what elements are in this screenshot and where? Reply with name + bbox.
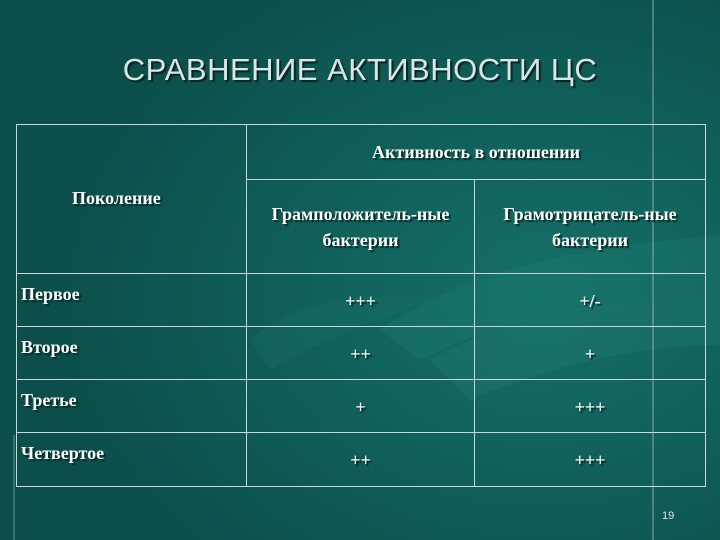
gram-negative-header: Грамотрицатель-ные бактерии: [475, 180, 706, 274]
activity-header: Активность в отношении: [247, 125, 706, 180]
generation-cell: Второе: [17, 327, 247, 380]
table-row: [17, 274, 706, 327]
gram-positive-cell: +++: [247, 274, 475, 327]
gram-negative-cell: +++: [475, 380, 706, 433]
comparison-table: [16, 124, 706, 487]
generation-cell: Четвертое: [17, 433, 247, 487]
gram-positive-cell: ++: [247, 327, 475, 380]
slide-title: СРАВНЕНИЕ АКТИВНОСТИ ЦС: [122, 52, 598, 87]
table-row: [17, 433, 706, 487]
gram-positive-cell: +: [247, 380, 475, 433]
gram-negative-cell: +++: [475, 433, 706, 487]
page-number: 19: [662, 510, 675, 522]
gram-negative-cell: +: [475, 327, 706, 380]
generation-cell: Третье: [17, 380, 247, 433]
generation-header: Поколение: [17, 125, 247, 274]
gram-negative-cell: +/-: [475, 274, 706, 327]
gram-positive-header: Грамположитель-ные бактерии: [247, 180, 475, 274]
table-row: [17, 327, 706, 380]
table-row: [17, 380, 706, 433]
gram-positive-cell: ++: [247, 433, 475, 487]
generation-cell: Первое: [17, 274, 247, 327]
